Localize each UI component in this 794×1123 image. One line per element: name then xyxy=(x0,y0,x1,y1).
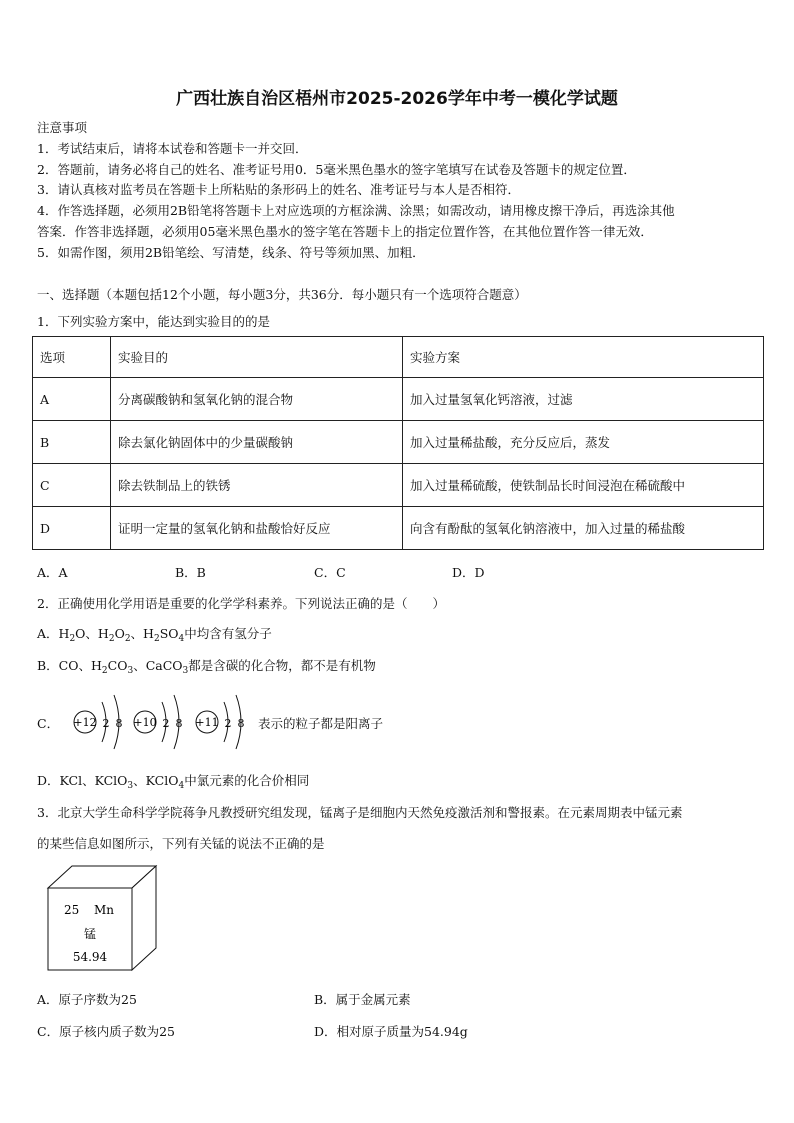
q2-option-b: B．CO、$H_2CO_3$、CaCO$_3$都是含碳的化合物，都不是有机物 xyxy=(37,658,376,676)
note-item: 3．请认真核对监考员在答题卡上所粘贴的条形码上的姓名、准考证号与本人是否相符． xyxy=(37,182,520,197)
table-cell: 加入过量稀硫酸，使铁制品长时间浸泡在稀硫酸中 xyxy=(403,464,764,507)
svg-text:+11: +11 xyxy=(195,716,219,729)
atom-diagram xyxy=(133,695,182,749)
page-title: 广西壮族自治区梧州市2025-2026学年中考一模化学试题 xyxy=(176,89,618,109)
table-cell: A xyxy=(33,378,111,421)
table-row xyxy=(33,507,764,550)
question-3-stem-line2: 的某些信息如图所示，下列有关锰的说法不正确的是 xyxy=(37,836,325,851)
q3-option-c: C．原子核内质子数为25 xyxy=(37,1024,175,1039)
note-item: 5．如需作图，须用2B铅笔绘、写清楚，线条、符号等须加黑、加粗． xyxy=(37,245,425,260)
atom-diagram xyxy=(195,695,244,749)
table-cell: D xyxy=(33,507,111,550)
question-2-stem: 2．正确使用化学用语是重要的化学学科素养。下列说法正确的是（ ） xyxy=(37,596,445,611)
table-cell: 加入过量氢氧化钙溶液，过滤 xyxy=(403,378,764,421)
q1-option-d: D．D xyxy=(452,565,485,580)
element-name: 锰 xyxy=(83,927,97,941)
atom-diagram xyxy=(73,695,122,749)
element-mass: 54.94 xyxy=(72,950,108,964)
table-cell: 分离碳酸钠和氢氧化钠的混合物 xyxy=(111,378,403,421)
atom-structure-diagrams xyxy=(68,690,258,756)
question-1-stem: 1．下列实验方案中，能达到实验目的的是 xyxy=(37,314,270,329)
question-3-stem-line1: 3．北京大学生命科学学院蒋争凡教授研究组发现，锰离子是细胞内天然免疫激活剂和警报素。在元素周期表中锰元素 xyxy=(37,805,683,820)
table-cell: 证明一定量的氢氧化钠和盐酸恰好反应 xyxy=(111,507,403,550)
q3-option-a: A．原子序数为25 xyxy=(37,992,137,1007)
note-item: 答案．作答非选择题，必须用05毫米黑色墨水的签字笔在答题卡上的指定位置作答，在其他位置作答一律无效． xyxy=(37,224,653,239)
table-row xyxy=(33,378,764,421)
note-item: 2．答题前，请务必将自己的姓名、准考证号用0．5毫米黑色墨水的签字笔填写在试卷及答题卡的规定位置． xyxy=(37,162,636,177)
element-tile-manganese xyxy=(44,864,160,974)
q2-option-d: D．KCl、KClO$_3$、KClO$_4$中氯元素的化合价相同 xyxy=(37,773,310,791)
note-item: 4．作答选择题，必须用2B铅笔将答题卡上对应选项的方框涂满、涂黑；如需改动，请用橡皮擦干净后，再选涂其他 xyxy=(37,203,675,218)
svg-text:+12: +12 xyxy=(73,716,97,729)
table-cell: B xyxy=(33,421,111,464)
table-cell: 除去氯化钠固体中的少量碳酸钠 xyxy=(111,421,403,464)
svg-text:8: 8 xyxy=(175,717,183,730)
element-symbol: Mn xyxy=(94,903,115,917)
table-header-cell: 实验方案 xyxy=(403,337,764,378)
table-cell: 向含有酚酞的氢氧化钠溶液中，加入过量的稀盐酸 xyxy=(403,507,764,550)
notes-heading: 注意事项 xyxy=(37,120,88,135)
table-cell: C xyxy=(33,464,111,507)
table-cell: 加入过量稀盐酸，充分反应后，蒸发 xyxy=(403,421,764,464)
q2-option-c-text: 表示的粒子都是阳离子 xyxy=(258,716,384,731)
table-header-cell: 实验目的 xyxy=(111,337,403,378)
q1-option-a: A．A xyxy=(37,565,68,580)
note-item: 1．考试结束后，请将本试卷和答题卡一并交回． xyxy=(37,141,308,156)
table-row xyxy=(33,421,764,464)
svg-text:2: 2 xyxy=(102,717,110,730)
q1-option-c: C．C xyxy=(314,565,346,580)
svg-text:8: 8 xyxy=(115,717,123,730)
table-header-cell: 选项 xyxy=(33,337,111,378)
svg-text:2: 2 xyxy=(224,717,232,730)
table-header-row xyxy=(33,337,764,378)
q2-option-c-label: C． xyxy=(37,716,60,731)
q1-option-b: B．B xyxy=(175,565,206,580)
table-cell: 除去铁制品上的铁锈 xyxy=(111,464,403,507)
element-number: 25 xyxy=(64,903,80,917)
section-heading: 一、选择题（本题包括12个小题，每小题3分，共36分．每小题只有一个选项符合题意） xyxy=(37,287,527,302)
svg-text:8: 8 xyxy=(237,717,245,730)
q2-option-a: A．$H_2O$、$H_2O_2$、$H_2SO_4$中均含有氢分子 xyxy=(37,626,272,644)
q3-option-b: B．属于金属元素 xyxy=(314,992,411,1007)
q3-option-d: D．相对原子质量为54.94g xyxy=(314,1024,468,1039)
question-1-table xyxy=(32,336,764,550)
svg-text:+10: +10 xyxy=(133,716,157,729)
svg-text:2: 2 xyxy=(162,717,170,730)
table-row xyxy=(33,464,764,507)
